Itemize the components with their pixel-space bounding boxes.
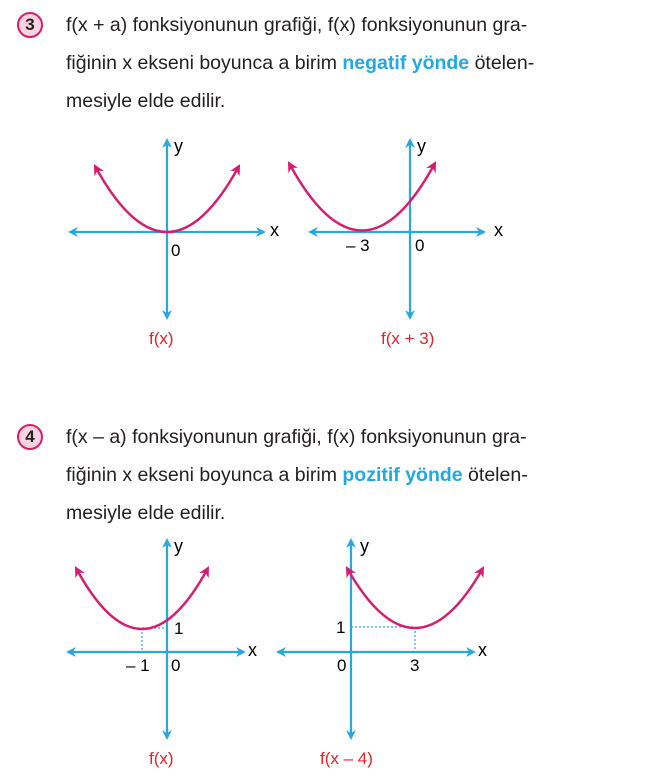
parabola [347, 568, 483, 628]
graph-4-right [278, 536, 487, 768]
section-number: 4 [25, 427, 35, 446]
origin-label: 0 [337, 656, 347, 675]
text-line-3: mesiyle elde edilir. [66, 90, 226, 112]
graph-3-right [289, 136, 503, 348]
x-axis-label: x [494, 220, 503, 240]
parabola [76, 568, 208, 629]
origin-label: 0 [171, 656, 181, 675]
function-caption: f(x + 3) [381, 329, 435, 348]
graph-4-left [68, 536, 257, 768]
function-caption: f(x) [149, 749, 174, 768]
vertex-y-label: 1 [336, 618, 346, 637]
section-number: 3 [25, 15, 35, 34]
parabola [289, 163, 435, 231]
y-axis-label: y [417, 136, 426, 156]
y-axis-label: y [174, 136, 183, 156]
x-axis-label: x [248, 640, 257, 660]
x-axis-label: x [270, 220, 279, 240]
function-caption: f(x – 4) [320, 749, 373, 768]
origin-label: 0 [415, 236, 425, 255]
vertex-x-label: 3 [410, 656, 420, 675]
graph-3-left [70, 136, 279, 348]
origin-label: 0 [171, 241, 181, 260]
text-line-3: mesiyle elde edilir. [66, 502, 226, 524]
y-axis-label: y [360, 536, 369, 556]
vertex-x-label: – 1 [126, 656, 150, 675]
highlight-negatif-yonde: negatif yönde [342, 52, 470, 74]
text-segment: ötelen- [469, 52, 535, 74]
vertex-y-label: 1 [174, 619, 184, 638]
y-axis-label: y [174, 536, 183, 556]
function-caption: f(x) [149, 329, 174, 348]
text-segment: fiğinin x ekseni boyunca a birim [66, 52, 343, 74]
x-axis-label: x [478, 640, 487, 660]
text-line-1: f(x – a) fonksiyonunun grafiği, f(x) fonksiyonunun gra- [66, 426, 527, 448]
highlight-pozitif-yonde: pozitif yönde [342, 464, 463, 486]
text-segment: ötelen- [462, 464, 528, 486]
vertex-x-label: – 3 [346, 236, 370, 255]
text-line-1: f(x + a) fonksiyonunun grafiği, f(x) fonksiyonunun gra- [66, 14, 528, 36]
text-segment: fiğinin x ekseni boyunca a birim [66, 464, 343, 486]
